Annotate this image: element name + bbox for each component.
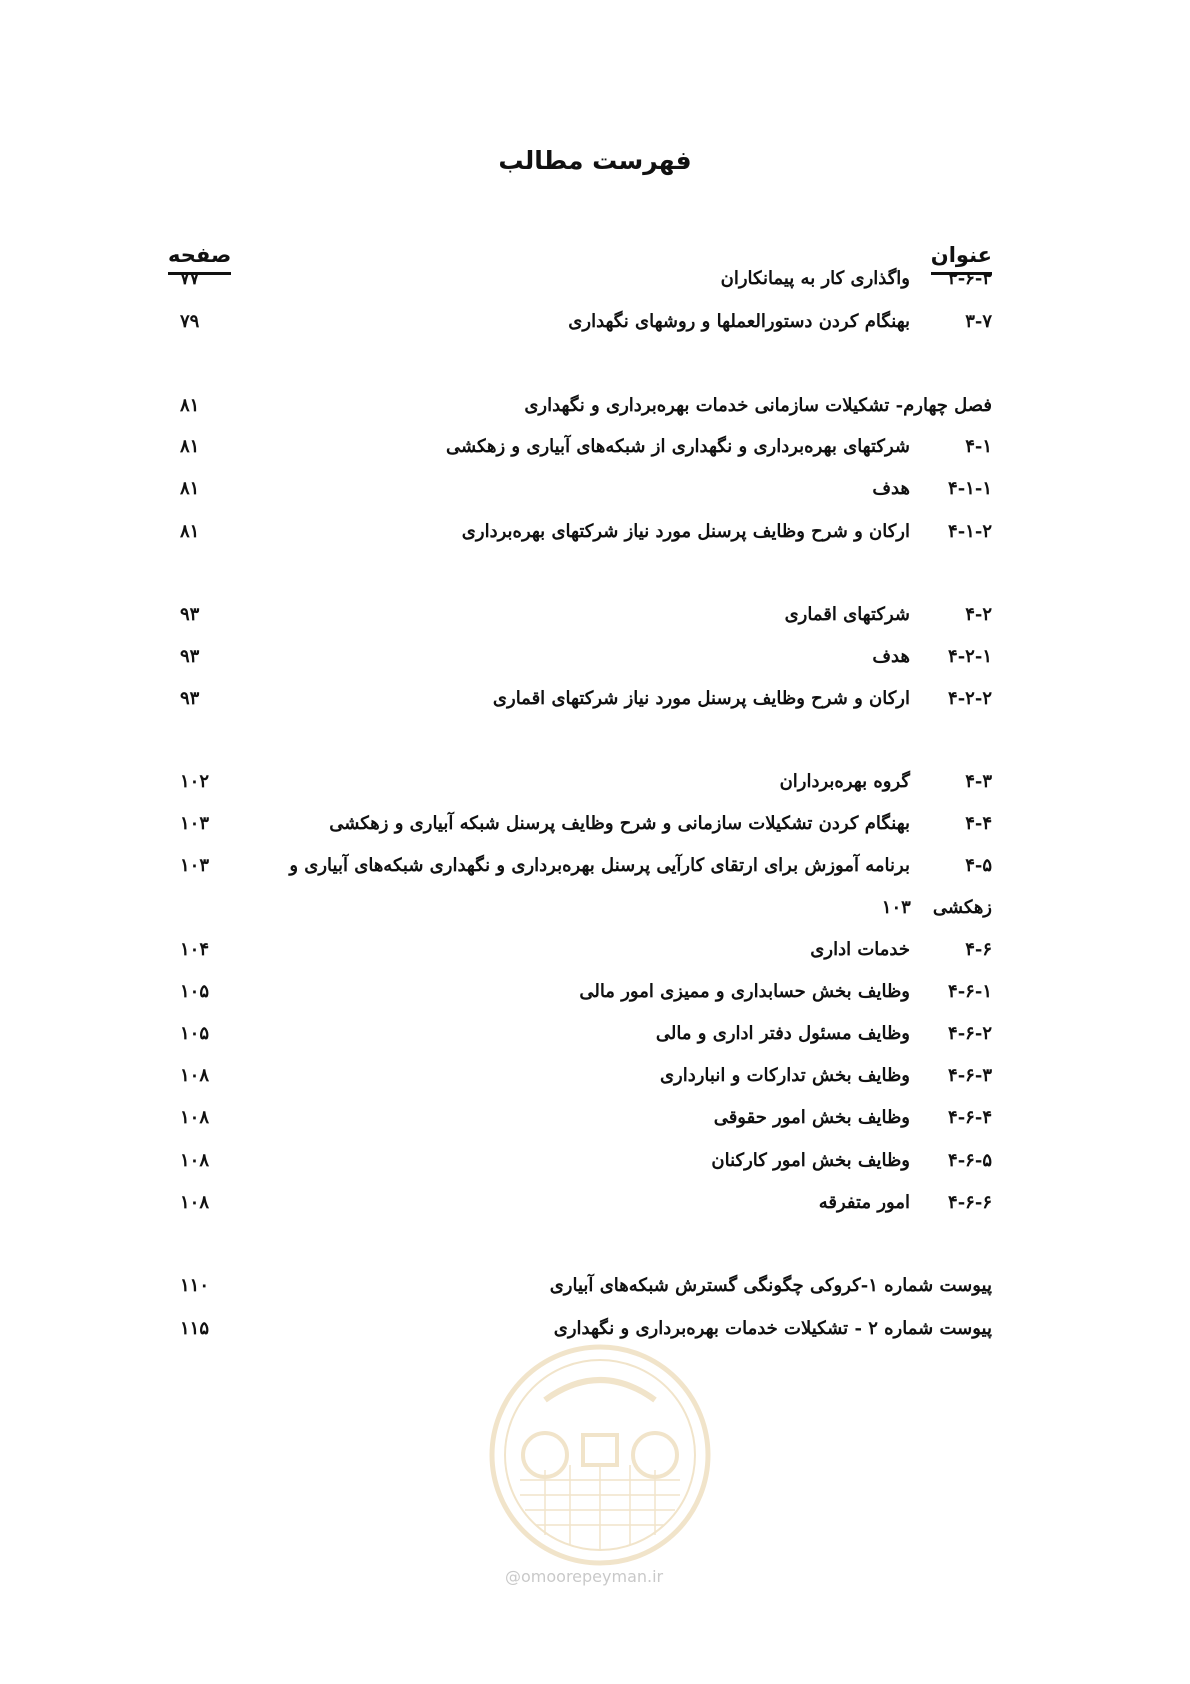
page-number: ۱۰۸ <box>180 1065 210 1086</box>
entry-title: شرکتهای اقماری <box>784 604 910 625</box>
entry-title: برنامه آموزش برای ارتقای کارآیی پرسنل بهره‌برداری و نگهداری شبکه‌های آبیاری و <box>289 855 910 876</box>
entry-title: بهنگام کردن تشکیلات سازمانی و شرح وظایف پرسنل شبکه آبیاری و زهکشی <box>329 813 910 834</box>
toc-entry[interactable] <box>168 981 992 1011</box>
page-number: ۹۳ <box>180 688 200 709</box>
page-number: ۸۱ <box>180 436 200 457</box>
section-number: ۴-۲-۱ <box>948 646 992 667</box>
toc-entry[interactable] <box>168 268 992 298</box>
continuation-page-number: ۱۰۳ <box>881 897 911 918</box>
page-title: فهرست مطالب <box>498 146 692 175</box>
entry-title: وظایف بخش حسابداری و ممیزی امور مالی <box>579 981 910 1002</box>
entry-title: شرکتهای بهره‌برداری و نگهداری از شبکه‌های آبیاری و زهکشی <box>445 436 910 457</box>
entry-title: امور متفرقه <box>818 1192 910 1213</box>
toc-entry[interactable] <box>168 939 992 969</box>
page-number: ۱۰۸ <box>180 1192 210 1213</box>
section-number: ۳-۷ <box>965 311 992 332</box>
section-number: ۴-۳ <box>965 771 992 792</box>
title-column-header: عنوان <box>931 243 992 275</box>
page-number: ۸۱ <box>180 478 200 499</box>
entry-title-continuation: زهکشی <box>932 897 992 918</box>
section-number: ۴-۶-۵ <box>948 1150 992 1171</box>
entry-title: ارکان و شرح وظایف پرسنل مورد نیاز شرکتهای اقماری <box>492 688 910 709</box>
entry-title: خدمات اداری <box>810 939 910 960</box>
toc-entry[interactable] <box>168 646 992 676</box>
page-number: ۸۱ <box>180 521 200 542</box>
section-number: ۴-۱ <box>965 436 992 457</box>
page-number: ۱۰۸ <box>180 1150 210 1171</box>
page-number: ۱۱۰ <box>180 1275 210 1296</box>
watermark-url: @omoorepeyman.ir <box>505 1567 664 1586</box>
toc-entry[interactable] <box>168 771 992 801</box>
toc-entry[interactable] <box>168 855 992 885</box>
page-number: ۱۱۵ <box>180 1318 210 1339</box>
toc-entry-continuation <box>168 897 992 927</box>
watermark-logo <box>485 1340 715 1570</box>
toc-entry[interactable] <box>168 1065 992 1095</box>
entry-title: پیوست شماره ۲ - تشکیلات خدمات بهره‌برداری و نگهداری <box>553 1318 992 1339</box>
section-number: ۳-۶-۳ <box>948 268 992 289</box>
section-number: ۴-۶-۴ <box>948 1107 992 1128</box>
toc-entry[interactable] <box>168 521 992 551</box>
entry-title: واگذاری کار به پیمانکاران <box>720 268 910 289</box>
toc-entry[interactable] <box>168 436 992 466</box>
entry-title: پیوست شماره ۱-کروکی چگونگی گسترش شبکه‌های آبیاری <box>549 1275 992 1296</box>
entry-title: ارکان و شرح وظایف پرسنل مورد نیاز شرکتهای بهره‌برداری <box>461 521 910 542</box>
entry-title: وظایف بخش تدارکات و انبارداری <box>659 1065 910 1086</box>
entry-title: هدف <box>872 478 910 499</box>
section-number: ۴-۵ <box>965 855 992 876</box>
entry-title: وظایف بخش امور کارکنان <box>711 1150 910 1171</box>
entry-title: بهنگام کردن دستورالعملها و روشهای نگهداری <box>568 311 910 332</box>
page-number: ۷۹ <box>180 311 200 332</box>
page-column-header: صفحه <box>168 243 231 275</box>
toc-entry[interactable] <box>168 604 992 634</box>
entry-title: فصل چهارم- تشکیلات سازمانی خدمات بهره‌برداری و نگهداری <box>524 395 992 416</box>
section-number: ۴-۲ <box>965 604 992 625</box>
section-number: ۴-۶-۲ <box>948 1023 992 1044</box>
chapter-heading-entry[interactable] <box>168 395 992 425</box>
page-number: ۹۳ <box>180 604 200 625</box>
section-number: ۴-۴ <box>965 813 992 834</box>
page-number: ۷۷ <box>180 268 200 289</box>
section-number: ۴-۶-۱ <box>948 981 992 1002</box>
page-number: ۱۰۴ <box>180 939 210 960</box>
toc-entry[interactable] <box>168 1023 992 1053</box>
entry-title: گروه بهره‌برداران <box>779 771 910 792</box>
page-number: ۱۰۲ <box>180 771 210 792</box>
toc-entry[interactable] <box>168 1150 992 1180</box>
page-number: ۱۰۸ <box>180 1107 210 1128</box>
toc-entry[interactable] <box>168 813 992 843</box>
page-number: ۸۱ <box>180 395 200 416</box>
entry-title: وظایف بخش امور حقوقی <box>713 1107 910 1128</box>
page-number: ۱۰۳ <box>180 855 210 876</box>
entry-title: هدف <box>872 646 910 667</box>
section-number: ۴-۲-۲ <box>948 688 992 709</box>
section-number: ۴-۶ <box>965 939 992 960</box>
section-number: ۴-۱-۲ <box>948 521 992 542</box>
section-number: ۴-۱-۱ <box>948 478 992 499</box>
entry-title: وظایف مسئول دفتر اداری و مالی <box>655 1023 910 1044</box>
page-number: ۱۰۵ <box>180 1023 210 1044</box>
page-number: ۹۳ <box>180 646 200 667</box>
section-number: ۴-۶-۶ <box>948 1192 992 1213</box>
toc-entry[interactable] <box>168 1192 992 1222</box>
toc-entry[interactable] <box>168 1107 992 1137</box>
appendix-entry[interactable] <box>168 1275 992 1305</box>
page-number: ۱۰۵ <box>180 981 210 1002</box>
section-number: ۴-۶-۳ <box>948 1065 992 1086</box>
toc-entry[interactable] <box>168 311 992 341</box>
toc-entry[interactable] <box>168 688 992 718</box>
page-number: ۱۰۳ <box>180 813 210 834</box>
toc-entry[interactable] <box>168 478 992 508</box>
